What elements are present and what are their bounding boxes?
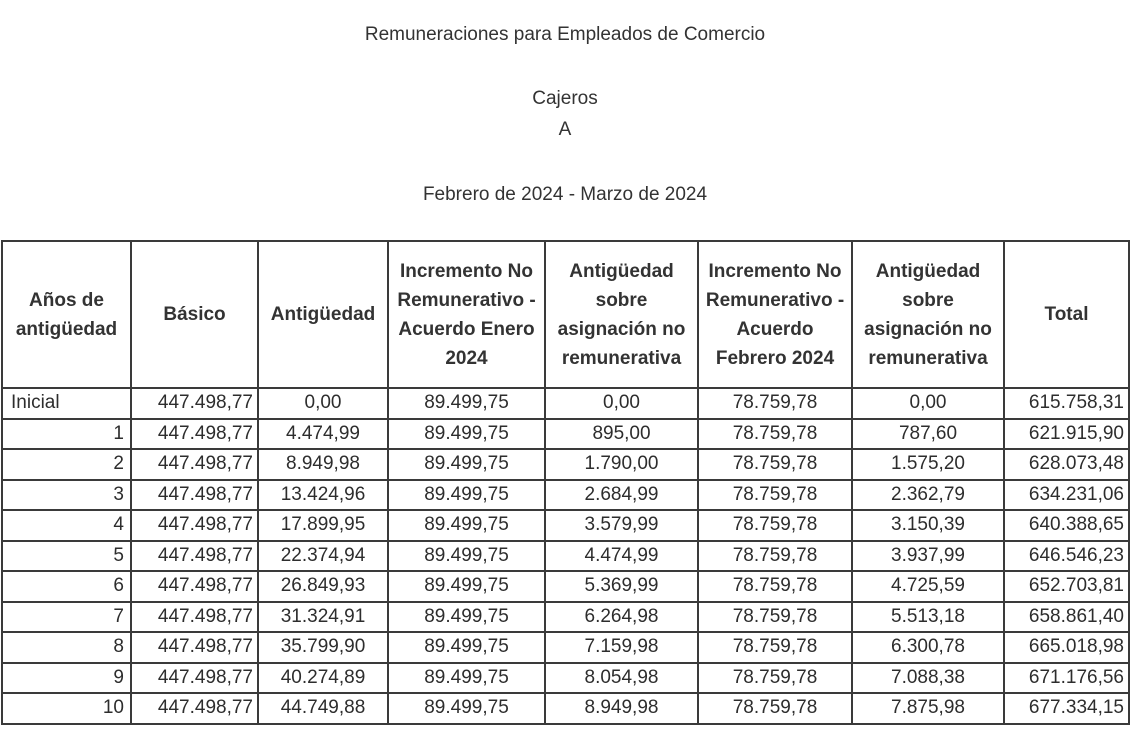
table-row bbox=[2, 571, 1129, 602]
cell-seniority-nonrem-feb: 3.937,99 bbox=[852, 541, 1004, 572]
table-row bbox=[2, 632, 1129, 663]
cell-total: 652.703,81 bbox=[1004, 571, 1129, 602]
cell-seniority: 35.799,90 bbox=[258, 632, 388, 663]
cell-total: 628.073,48 bbox=[1004, 449, 1129, 480]
table-header-row bbox=[2, 241, 1129, 388]
cell-increment-feb: 78.759,78 bbox=[698, 480, 852, 511]
cell-seniority-nonrem-feb: 2.362,79 bbox=[852, 480, 1004, 511]
cell-seniority: 26.849,93 bbox=[258, 571, 388, 602]
cell-seniority-nonrem-feb: 7.088,38 bbox=[852, 663, 1004, 694]
cell-basic: 447.498,77 bbox=[131, 449, 258, 480]
cell-increment-feb: 78.759,78 bbox=[698, 510, 852, 541]
cell-total: 621.915,90 bbox=[1004, 419, 1129, 450]
cell-seniority-nonrem-jan: 8.054,98 bbox=[545, 663, 698, 694]
header-seniority-nonrem-jan: Antigüedad sobre asignación no remunerativa bbox=[545, 241, 698, 388]
cell-seniority: 44.749,88 bbox=[258, 693, 388, 724]
cell-years: 9 bbox=[2, 663, 131, 694]
header-basic: Básico bbox=[131, 241, 258, 388]
cell-seniority-nonrem-jan: 0,00 bbox=[545, 388, 698, 419]
cell-seniority-nonrem-feb: 3.150,39 bbox=[852, 510, 1004, 541]
cell-total: 640.388,65 bbox=[1004, 510, 1129, 541]
cell-seniority: 31.324,91 bbox=[258, 602, 388, 633]
cell-seniority: 22.374,94 bbox=[258, 541, 388, 572]
cell-increment-feb: 78.759,78 bbox=[698, 663, 852, 694]
table-row bbox=[2, 693, 1129, 724]
cell-increment-jan: 89.499,75 bbox=[388, 693, 545, 724]
cell-total: 665.018,98 bbox=[1004, 632, 1129, 663]
header-seniority-nonrem-feb: Antigüedad sobre asignación no remunerativa bbox=[852, 241, 1004, 388]
cell-seniority-nonrem-jan: 895,00 bbox=[545, 419, 698, 450]
cell-seniority-nonrem-jan: 4.474,99 bbox=[545, 541, 698, 572]
cell-total: 658.861,40 bbox=[1004, 602, 1129, 633]
cell-increment-jan: 89.499,75 bbox=[388, 419, 545, 450]
cell-seniority-nonrem-feb: 1.575,20 bbox=[852, 449, 1004, 480]
table-row bbox=[2, 480, 1129, 511]
table-row bbox=[2, 388, 1129, 419]
cell-years: 5 bbox=[2, 541, 131, 572]
cell-seniority: 17.899,95 bbox=[258, 510, 388, 541]
cell-increment-jan: 89.499,75 bbox=[388, 663, 545, 694]
cell-basic: 447.498,77 bbox=[131, 693, 258, 724]
table-row bbox=[2, 449, 1129, 480]
cell-seniority-nonrem-jan: 2.684,99 bbox=[545, 480, 698, 511]
cell-years: 7 bbox=[2, 602, 131, 633]
table-row bbox=[2, 602, 1129, 633]
cell-basic: 447.498,77 bbox=[131, 541, 258, 572]
cell-increment-feb: 78.759,78 bbox=[698, 602, 852, 633]
cell-increment-jan: 89.499,75 bbox=[388, 388, 545, 419]
cell-seniority: 13.424,96 bbox=[258, 480, 388, 511]
cell-increment-jan: 89.499,75 bbox=[388, 449, 545, 480]
cell-total: 677.334,15 bbox=[1004, 693, 1129, 724]
cell-basic: 447.498,77 bbox=[131, 632, 258, 663]
cell-basic: 447.498,77 bbox=[131, 571, 258, 602]
cell-increment-feb: 78.759,78 bbox=[698, 449, 852, 480]
cell-basic: 447.498,77 bbox=[131, 663, 258, 694]
cell-seniority-nonrem-feb: 787,60 bbox=[852, 419, 1004, 450]
cell-years: 6 bbox=[2, 571, 131, 602]
cell-total: 634.231,06 bbox=[1004, 480, 1129, 511]
cell-increment-jan: 89.499,75 bbox=[388, 510, 545, 541]
cell-increment-jan: 89.499,75 bbox=[388, 632, 545, 663]
cell-seniority: 40.274,89 bbox=[258, 663, 388, 694]
cell-increment-feb: 78.759,78 bbox=[698, 571, 852, 602]
cell-years: Inicial bbox=[2, 388, 131, 419]
table-row bbox=[2, 419, 1129, 450]
cell-total: 646.546,23 bbox=[1004, 541, 1129, 572]
cell-increment-jan: 89.499,75 bbox=[388, 480, 545, 511]
cell-years: 10 bbox=[2, 693, 131, 724]
cell-increment-jan: 89.499,75 bbox=[388, 602, 545, 633]
document-level: A bbox=[558, 119, 572, 140]
salary-table bbox=[1, 240, 1130, 725]
cell-basic: 447.498,77 bbox=[131, 480, 258, 511]
cell-increment-feb: 78.759,78 bbox=[698, 541, 852, 572]
cell-basic: 447.498,77 bbox=[131, 419, 258, 450]
header-total: Total bbox=[1004, 241, 1129, 388]
cell-seniority-nonrem-feb: 0,00 bbox=[852, 388, 1004, 419]
document-category: Cajeros bbox=[532, 88, 598, 109]
cell-seniority-nonrem-jan: 7.159,98 bbox=[545, 632, 698, 663]
table-row bbox=[2, 663, 1129, 694]
cell-seniority-nonrem-jan: 5.369,99 bbox=[545, 571, 698, 602]
cell-basic: 447.498,77 bbox=[131, 510, 258, 541]
cell-increment-jan: 89.499,75 bbox=[388, 571, 545, 602]
cell-seniority: 8.949,98 bbox=[258, 449, 388, 480]
cell-increment-feb: 78.759,78 bbox=[698, 632, 852, 663]
cell-seniority-nonrem-feb: 4.725,59 bbox=[852, 571, 1004, 602]
header-seniority: Antigüedad bbox=[258, 241, 388, 388]
document-title: Remuneraciones para Empleados de Comercio bbox=[364, 24, 766, 45]
header-increment-feb: Incremento No Remunerativo - Acuerdo Febrero 2024 bbox=[698, 241, 852, 388]
cell-years: 8 bbox=[2, 632, 131, 663]
cell-seniority-nonrem-jan: 3.579,99 bbox=[545, 510, 698, 541]
document-period: Febrero de 2024 - Marzo de 2024 bbox=[422, 184, 708, 205]
cell-increment-feb: 78.759,78 bbox=[698, 388, 852, 419]
cell-seniority: 4.474,99 bbox=[258, 419, 388, 450]
cell-increment-feb: 78.759,78 bbox=[698, 693, 852, 724]
cell-years: 3 bbox=[2, 480, 131, 511]
cell-years: 2 bbox=[2, 449, 131, 480]
cell-seniority-nonrem-feb: 5.513,18 bbox=[852, 602, 1004, 633]
table-row bbox=[2, 541, 1129, 572]
cell-seniority-nonrem-feb: 6.300,78 bbox=[852, 632, 1004, 663]
cell-seniority-nonrem-feb: 7.875,98 bbox=[852, 693, 1004, 724]
cell-increment-feb: 78.759,78 bbox=[698, 419, 852, 450]
header-years: Años de antigüedad bbox=[2, 241, 131, 388]
cell-increment-jan: 89.499,75 bbox=[388, 541, 545, 572]
cell-basic: 447.498,77 bbox=[131, 602, 258, 633]
cell-seniority-nonrem-jan: 6.264,98 bbox=[545, 602, 698, 633]
cell-basic: 447.498,77 bbox=[131, 388, 258, 419]
cell-total: 671.176,56 bbox=[1004, 663, 1129, 694]
cell-years: 4 bbox=[2, 510, 131, 541]
cell-years: 1 bbox=[2, 419, 131, 450]
cell-seniority: 0,00 bbox=[258, 388, 388, 419]
table-row bbox=[2, 510, 1129, 541]
cell-seniority-nonrem-jan: 1.790,00 bbox=[545, 449, 698, 480]
cell-total: 615.758,31 bbox=[1004, 388, 1129, 419]
cell-seniority-nonrem-jan: 8.949,98 bbox=[545, 693, 698, 724]
header-increment-jan: Incremento No Remunerativo - Acuerdo Enero 2024 bbox=[388, 241, 545, 388]
